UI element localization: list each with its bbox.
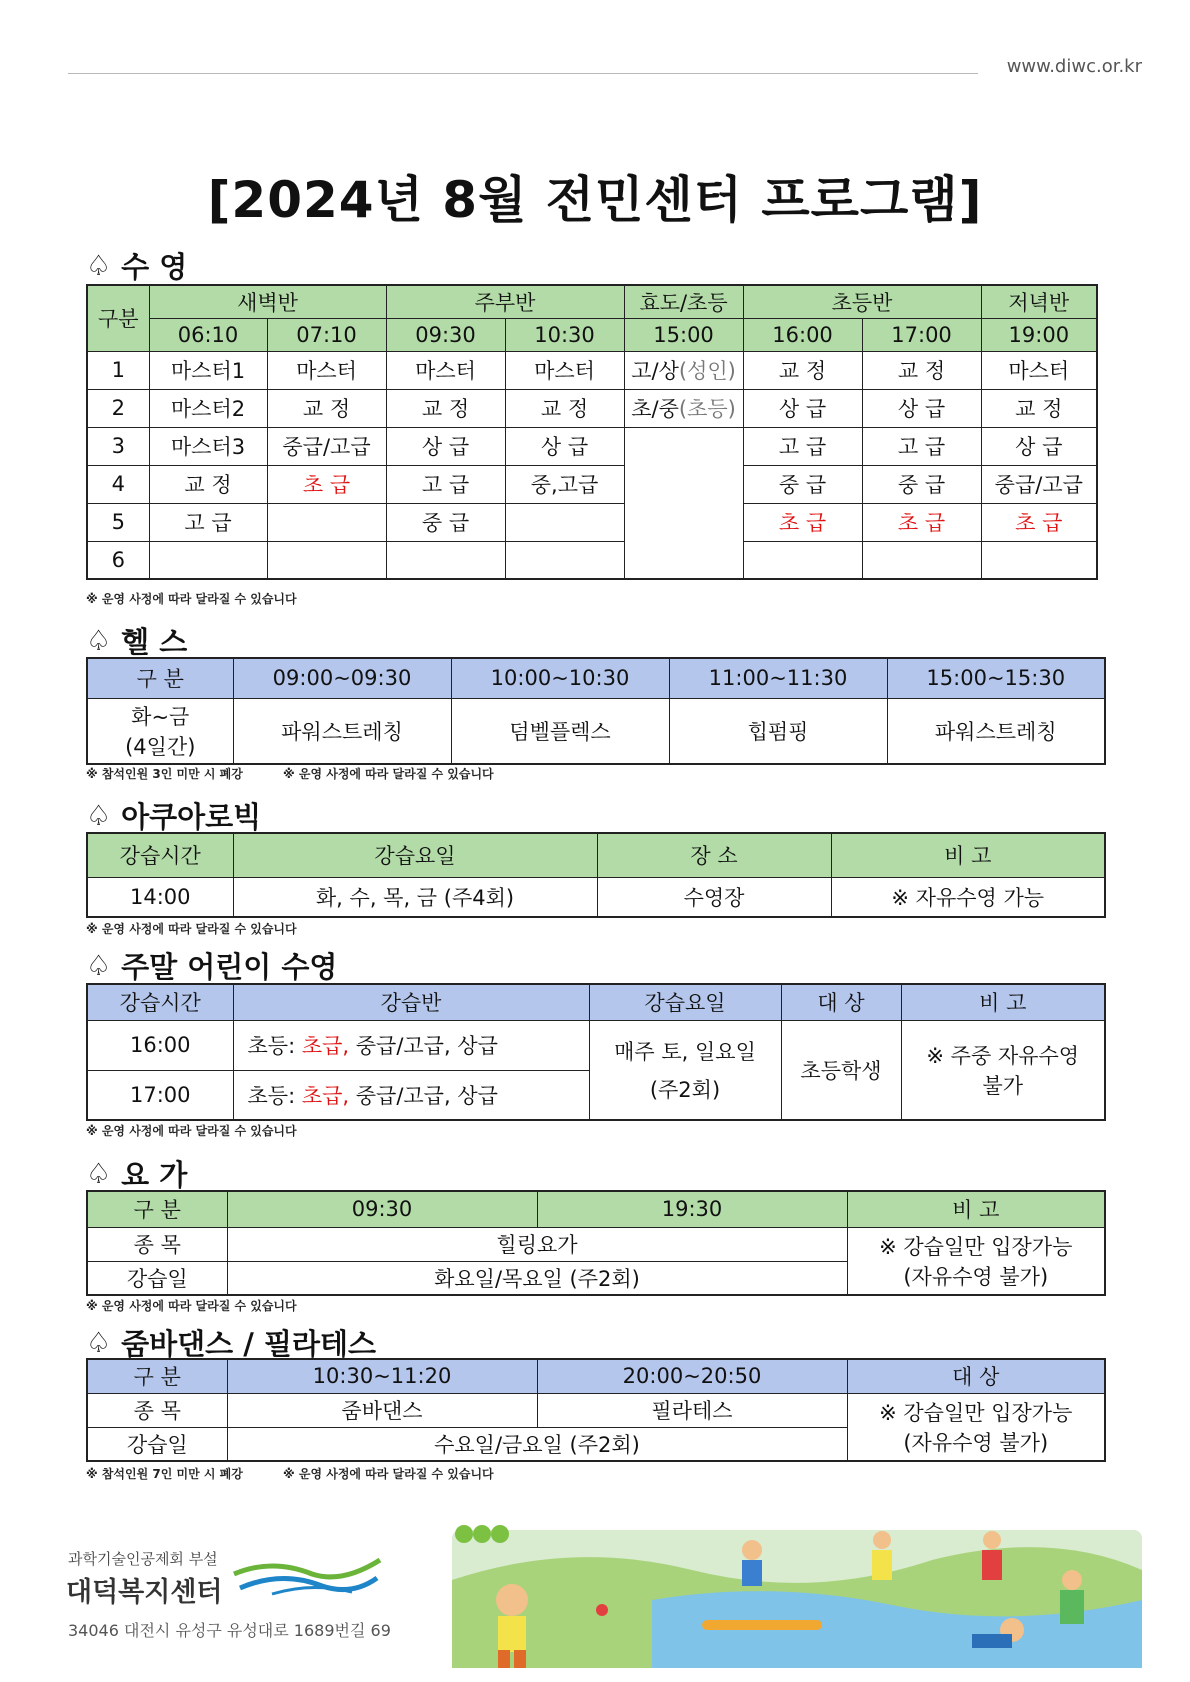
weekend-header: 강습시간	[87, 984, 233, 1020]
swim-cell: 교 정	[862, 351, 981, 389]
yoga-days: 화요일/목요일 (주2회)	[227, 1261, 847, 1295]
health-heading	[86, 620, 187, 661]
swim-cell	[624, 389, 743, 427]
table-row	[87, 541, 1097, 579]
zumba-heading	[86, 1322, 376, 1363]
weekend-table	[86, 983, 1106, 1121]
weekend-remark	[901, 1020, 1105, 1120]
health-time: 15:00~15:30	[887, 658, 1105, 698]
swim-group: 주부반	[386, 285, 624, 318]
center-logo-icon	[232, 1552, 382, 1602]
aqua-header: 장 소	[597, 833, 831, 877]
swim-group: 초등반	[743, 285, 981, 318]
swim-cell	[505, 503, 624, 541]
table-row	[87, 1020, 1105, 1070]
weekend-class-prefix: 초등:	[247, 1034, 302, 1058]
aqua-header: 강습요일	[233, 833, 597, 877]
weekend-class-red: 초급,	[301, 1034, 350, 1058]
yoga-header: 09:30	[227, 1191, 537, 1227]
aqua-cell: 화, 수, 목, 금 (주4회)	[233, 877, 597, 917]
swim-cell-empty	[624, 427, 743, 579]
weekend-class-rest: 중급/고급, 상급	[349, 1034, 498, 1058]
footer-org-affiliation: 과학기술인공제회 부설	[68, 1550, 218, 1568]
swim-cell: 중 급	[743, 465, 862, 503]
swim-cell	[862, 541, 981, 579]
swim-group: 효도/초등	[624, 285, 743, 318]
swim-cell: 상 급	[862, 389, 981, 427]
swim-row-no: 5	[87, 503, 149, 541]
swim-cell	[981, 541, 1097, 579]
swim-row-no: 2	[87, 389, 149, 427]
sports-illustration	[452, 1510, 1142, 1668]
weekend-header: 비 고	[901, 984, 1105, 1020]
site-url[interactable]: www.diwc.or.kr	[1006, 56, 1142, 77]
swim-time: 10:30	[505, 318, 624, 351]
swim-cell: 초 급	[743, 503, 862, 541]
swim-cell: 교 정	[981, 389, 1097, 427]
swim-cell: 초 급	[862, 503, 981, 541]
yoga-heading	[86, 1153, 187, 1194]
weekend-time: 17:00	[87, 1070, 233, 1120]
weekend-header: 강습요일	[589, 984, 781, 1020]
yoga-heading-text: 요 가	[121, 1158, 188, 1192]
yoga-header: 19:30	[537, 1191, 847, 1227]
swim-cell: 중급/고급	[981, 465, 1097, 503]
aqua-heading-text: 아쿠아로빅	[121, 800, 262, 834]
health-program: 파워스트레칭	[233, 698, 451, 764]
yoga-program: 힐링요가	[227, 1227, 847, 1261]
aqua-header: 강습시간	[87, 833, 233, 877]
swim-cell: 교 정	[386, 389, 505, 427]
zumba-remark-line1: ※ 강습일만 입장가능	[879, 1400, 1073, 1425]
zumba-table	[86, 1358, 1106, 1462]
spade-icon: ♤	[86, 798, 112, 832]
swim-group: 저녁반	[981, 285, 1097, 318]
swim-cell: 마스터2	[149, 389, 267, 427]
swim-time: 16:00	[743, 318, 862, 351]
swim-cell: 상 급	[743, 389, 862, 427]
swim-cell: 초 급	[981, 503, 1097, 541]
swim-heading-text: 수 영	[121, 250, 188, 284]
swim-cell	[505, 541, 624, 579]
table-row	[87, 427, 1097, 465]
swim-time: 09:30	[386, 318, 505, 351]
swim-cell-main: 초/중	[631, 397, 679, 421]
zumba-days: 수요일/금요일 (주2회)	[227, 1427, 847, 1461]
weekend-remark-line1: ※ 주중 자유수영	[926, 1043, 1080, 1068]
spade-icon: ♤	[86, 248, 112, 282]
swim-cell: 마스터	[981, 351, 1097, 389]
zumba-header: 구 분	[87, 1359, 227, 1393]
table-row	[87, 503, 1097, 541]
table-row	[87, 465, 1097, 503]
zumba-remark	[847, 1393, 1105, 1461]
aqua-cell: 수영장	[597, 877, 831, 917]
yoga-remark	[847, 1227, 1105, 1295]
zumba-heading-text: 줌바댄스 / 필라테스	[121, 1327, 377, 1361]
health-program: 파워스트레칭	[887, 698, 1105, 764]
swim-cell: 마스터	[267, 351, 386, 389]
swim-cell: 마스터1	[149, 351, 267, 389]
weekend-class	[233, 1020, 589, 1070]
weekend-header: 대 상	[781, 984, 901, 1020]
weekend-days	[589, 1020, 781, 1120]
weekend-note: ※ 운영 사정에 따라 달라질 수 있습니다	[86, 1124, 297, 1138]
yoga-header: 구 분	[87, 1191, 227, 1227]
zumba-remark-line2: (자유수영 불가)	[903, 1430, 1049, 1455]
swim-cell: 중 급	[862, 465, 981, 503]
swim-row-no: 1	[87, 351, 149, 389]
swim-time: 06:10	[149, 318, 267, 351]
spade-icon: ♤	[86, 948, 112, 982]
health-notes	[86, 765, 530, 782]
zumba-row-label: 강습일	[87, 1427, 227, 1461]
swim-cell-sub: (초등)	[678, 397, 736, 421]
health-header-label: 구 분	[87, 658, 233, 698]
swim-row-no: 4	[87, 465, 149, 503]
swim-cell: 중 급	[386, 503, 505, 541]
swim-cell: 상 급	[505, 427, 624, 465]
weekend-days-line2: (주2회)	[649, 1077, 721, 1102]
weekend-class-rest: 중급/고급, 상급	[349, 1083, 498, 1108]
swim-cell	[267, 503, 386, 541]
weekend-heading	[86, 945, 337, 986]
aqua-heading	[86, 795, 261, 836]
health-note-1: ※ 참석인원 3인 미만 시 폐강	[86, 767, 243, 781]
swim-cell	[149, 541, 267, 579]
swim-cell: 고 급	[386, 465, 505, 503]
table-row	[87, 351, 1097, 389]
swim-cell: 마스터	[505, 351, 624, 389]
swim-cell: 마스터	[386, 351, 505, 389]
yoga-note: ※ 운영 사정에 따라 달라질 수 있습니다	[86, 1299, 297, 1313]
swim-cell: 교 정	[505, 389, 624, 427]
swim-cell: 교 정	[267, 389, 386, 427]
yoga-remark-line1: ※ 강습일만 입장가능	[879, 1234, 1073, 1259]
health-heading-text: 헬 스	[121, 625, 188, 659]
spade-icon: ♤	[86, 623, 112, 657]
health-program: 힙펌핑	[669, 698, 887, 764]
swim-cell	[624, 351, 743, 389]
swim-group: 새벽반	[149, 285, 386, 318]
weekend-target: 초등학생	[781, 1020, 901, 1120]
table-row	[87, 389, 1097, 427]
swim-note: ※ 운영 사정에 따라 달라질 수 있습니다	[86, 592, 297, 606]
zumba-program: 필라테스	[537, 1393, 847, 1427]
weekend-header: 강습반	[233, 984, 589, 1020]
footer-org-name: 대덕복지센터	[66, 1577, 223, 1608]
spade-icon: ♤	[86, 1156, 112, 1190]
swim-cell: 초 급	[267, 465, 386, 503]
yoga-row-label: 종 목	[87, 1227, 227, 1261]
health-note-2: ※ 운영 사정에 따라 달라질 수 있습니다	[283, 767, 494, 781]
footer-address: 34046 대전시 유성구 유성대로 1689번길 69	[68, 1621, 391, 1640]
swim-row-no: 3	[87, 427, 149, 465]
yoga-table	[86, 1190, 1106, 1296]
spade-icon: ♤	[86, 1325, 112, 1359]
swim-cell	[386, 541, 505, 579]
swim-cell: 고 급	[862, 427, 981, 465]
health-time: 09:00~09:30	[233, 658, 451, 698]
swim-cell: 교 정	[149, 465, 267, 503]
health-days-line1: 화~금	[131, 704, 190, 729]
weekend-days-line1: 매주 토, 일요일	[614, 1039, 756, 1064]
weekend-time: 16:00	[87, 1020, 233, 1070]
health-time: 10:00~10:30	[451, 658, 669, 698]
swim-time: 17:00	[862, 318, 981, 351]
health-time: 11:00~11:30	[669, 658, 887, 698]
aqua-note: ※ 운영 사정에 따라 달라질 수 있습니다	[86, 922, 297, 936]
swim-cell: 상 급	[981, 427, 1097, 465]
yoga-header: 비 고	[847, 1191, 1105, 1227]
swim-cell: 마스터3	[149, 427, 267, 465]
weekend-heading-text: 주말 어린이 수영	[121, 950, 338, 984]
table-row	[87, 1227, 1105, 1261]
weekend-class-prefix: 초등:	[247, 1083, 302, 1108]
swim-time: 15:00	[624, 318, 743, 351]
yoga-row-label: 강습일	[87, 1261, 227, 1295]
health-program: 덤벨플렉스	[451, 698, 669, 764]
swim-row-no: 6	[87, 541, 149, 579]
swim-cell: 고 급	[149, 503, 267, 541]
table-row	[87, 877, 1105, 917]
health-days-line2: (4일간)	[125, 734, 196, 759]
zumba-program: 줌바댄스	[227, 1393, 537, 1427]
top-divider	[68, 73, 978, 74]
table-row	[87, 1393, 1105, 1427]
aqua-cell: ※ 자유수영 가능	[831, 877, 1105, 917]
zumba-header: 10:30~11:20	[227, 1359, 537, 1393]
swim-header-label: 구분	[87, 285, 149, 351]
health-table	[86, 657, 1106, 765]
zumba-note-1: ※ 참석인원 7인 미만 시 폐강	[86, 1467, 243, 1481]
aqua-header: 비 고	[831, 833, 1105, 877]
swim-cell: 상 급	[386, 427, 505, 465]
zumba-notes	[86, 1465, 530, 1482]
weekend-class	[233, 1070, 589, 1120]
table-row	[87, 698, 1105, 764]
swim-cell: 중급/고급	[267, 427, 386, 465]
weekend-class-red: 초급,	[301, 1083, 350, 1108]
swim-cell: 고 급	[743, 427, 862, 465]
swim-cell	[267, 541, 386, 579]
swim-time: 07:10	[267, 318, 386, 351]
swim-cell-sub: (성인)	[678, 359, 736, 383]
page-title: [2024년 8월 전민센터 프로그램]	[207, 171, 983, 229]
yoga-remark-line2: (자유수영 불가)	[903, 1264, 1049, 1289]
zumba-note-2: ※ 운영 사정에 따라 달라질 수 있습니다	[283, 1467, 494, 1481]
aqua-cell: 14:00	[87, 877, 233, 917]
swim-cell: 교 정	[743, 351, 862, 389]
zumba-header: 20:00~20:50	[537, 1359, 847, 1393]
aqua-table	[86, 832, 1106, 918]
swim-cell: 중,고급	[505, 465, 624, 503]
health-days	[87, 698, 233, 764]
swim-heading	[86, 245, 187, 286]
weekend-remark-line2: 불가	[982, 1073, 1024, 1098]
swim-time: 19:00	[981, 318, 1097, 351]
zumba-row-label: 종 목	[87, 1393, 227, 1427]
swim-cell-main: 고/상	[631, 359, 679, 383]
swim-cell	[743, 541, 862, 579]
swim-table	[86, 284, 1098, 580]
zumba-header: 대 상	[847, 1359, 1105, 1393]
